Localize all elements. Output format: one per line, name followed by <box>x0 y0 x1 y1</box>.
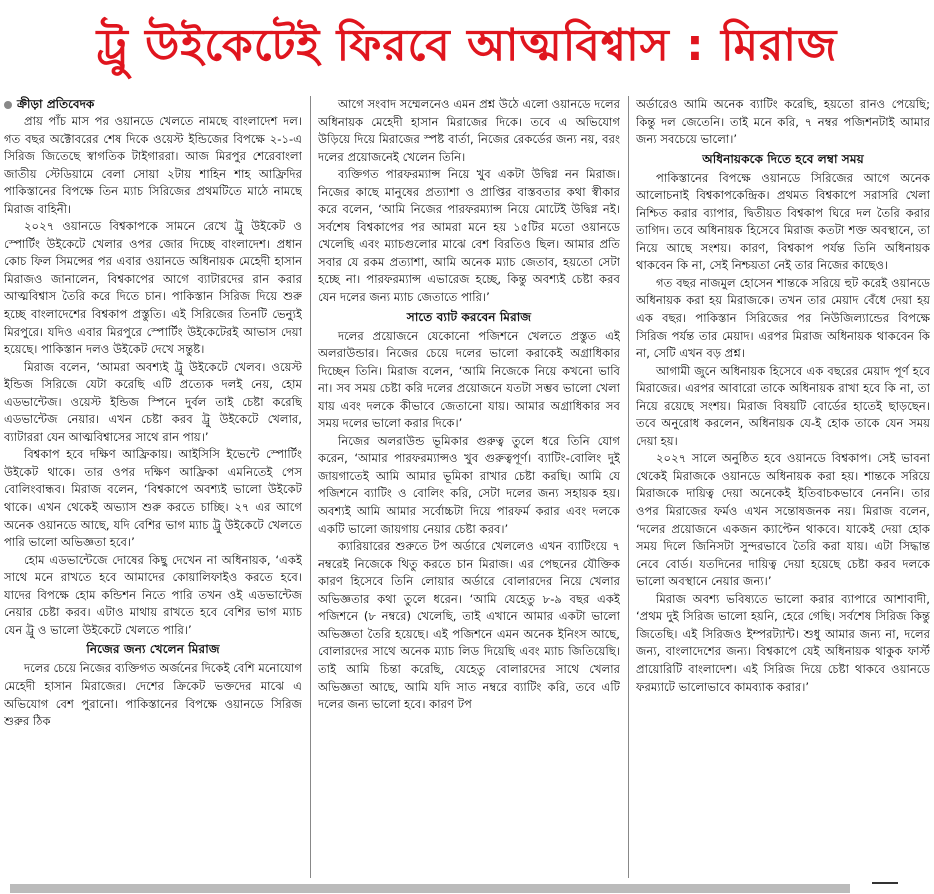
paragraph: আগে সংবাদ সম্মেলনেও এমন প্রশ্ন উঠে এলো ওয়ানডে দলের অধিনায়ক মেহেদী হাসান মিরাজের দিকে। তবে এ অভিযোগ উড়িয়ে দিয়ে মিরাজের স্পষ্ট বার্তা, নিজের রেকর্ডের জন্য নয়, বরং দলের প্রয়োজনেই খেলেন তিনি। <box>318 97 620 164</box>
paragraph: অর্ডারেও আমি অনেক ব্যাটিং করেছি, হয়তো রানও পেয়েছি; কিন্তু দল জেতেনি। তাই মনে করি, ৭ নম্বর পজিশনটাই আমার জন্য সবচেয়ে ভালো।’ <box>636 97 930 147</box>
paragraph: মিরাজ বলেন, ‘আমরা অবশ্যই ট্রু উইকেটে খেলব। ওয়েস্ট ইন্ডিজ সিরিজে যেটা করেছি এটি প্রত্যেক দলই নেয়, হোম এডভান্টেজ। ওয়েস্ট ইন্ডিজ স্পিনে দুর্বল তাই চেষ্টা করেছি এডভান্টেজ নেয়ার। এখন চেষ্টা করব ট্রু উইকেটে খেলার, ব্যাটাররা যেন আত্মবিশ্বাসের সাথে রান পায়।’ <box>4 359 302 444</box>
paragraph: দলের প্রয়োজনে যেকোনো পজিশনে খেলতে প্রস্তুত এই অলরাউন্ডার। নিজের চেয়ে দলের ভালো করাকেই অগ্রাধিকার দিচ্ছেন তিনি। মিরাজ বলেন, ‘আমি নিজেকে নিয়ে কখনো ভাবি না। সব সময় চেষ্টা করি দলের প্রয়োজনে যতটা সম্ভব ভালো খেলা যায় এবং দলকে কীভাবে জেতানো যায়। আমার অগ্রাধিকার সব সময় দলের ভালো করার দিকে।’ <box>318 328 620 431</box>
paragraph: প্রায় পাঁচ মাস পর ওয়ানডে খেলতে নামছে বাংলাদেশ দল। গত বছর অক্টোবরের শেষ দিকে ওয়েস্ট ইন্ডিজের বিপক্ষে ২-১-এ সিরিজ জিতেছে স্বাগতিক টাইগাররা। আজ মিরপুর শেরেবাংলা জাতীয় স্টেডিয়ামে বেলা সোয়া ২টায় শাহিন শাহ আফ্রিদির পাকিস্তানের বিপক্ষে তিন ম্যাচ সিরিজের প্রথমটিতে মাঠে নামছে মিরাজ বাহিনী। <box>4 114 302 216</box>
headline-area <box>0 0 934 96</box>
paragraph: মিরাজ অবশ্য ভবিষ্যতে ভালো করার ব্যাপারে আশাবাদী, ‘প্রথম দুই সিরিজ ভালো হয়নি, হেরে গেছি। সর্বশেষ সিরিজ কিন্তু জিতেছি। এই সিরিজও ইম্পরট্যান্ট। শুধু আমার জন্য না, দলের জন্য, বাংলাদেশের জন্য। বিশ্বকাপে যেই অধিনায়ক থাকুক ফার্স্ট প্রায়োরিটি বাংলাদেশ। এই সিরিজ দিয়ে চেষ্টা থাকবে ওয়ানডে ফরম্যাটে ভালোভাবে কামব্যাক করার।’ <box>636 591 930 694</box>
paragraph: পাকিস্তানের বিপক্ষে ওয়ানডে সিরিজের আগে অনেক আলোচনাই বিশ্বকাপকেন্দ্রিক। প্রথমত বিশ্বকাপে সরাসরি খেলা নিশ্চিত করার ব্যাপার, দ্বিতীয়ত বিশ্বকাপ ঘিরে দল তৈরি করার তাগিদ। তবে অধিনায়ক হিসেবে মিরাজ কতটা শক্ত অবস্থানে, তা নিয়ে আছে সংশয়। কারণ, বিশ্বকাপ পর্যন্ত তিনি অধিনায়ক থাকবেন কি না, সেই নিশ্চয়তা নেই তার নিজের কাছেও। <box>636 170 930 273</box>
column-1 <box>4 96 302 878</box>
paragraph: ২০২৭ ওয়ানডে বিশ্বকাপকে সামনে রেখে ট্রু উইকেট ও স্পোর্টিং উইকেটে খেলার ওপর জোর দিচ্ছে বাংলাদেশ। প্রধান কোচ ফিল সিমন্সের পর এবার ওয়ানডে অধিনায়ক মেহেদী হাসান মিরাজও জানালেন, বিশ্বকাপের আগে ব্যাটারদের রান করার আত্মবিশ্বাস তৈরি করে দিতে চান। পাকিস্তান সিরিজ দিয়ে শুরু হচ্ছে বাংলাদেশের বিশ্বকাপ প্রস্তুতি। এই সিরিজের তিনটি ভেন্যুই মিরপুরে। যদিও এবার মিরপুরে স্পোর্টিং উইকেটেরই আভাস দেয়া হয়েছে। পাকিস্তান দলও উইকেট দেখে সন্তুষ্ট। <box>4 219 302 357</box>
paragraph: ক্যারিয়ারের শুরুতে টপ অর্ডারে খেললেও এখন ব্যাটিংয়ে ৭ নম্বরেই নিজেকে থিতু করতে চান মিরাজ। এর পেছনের যৌক্তিক কারণ হিসেবে তিনি লোয়ার অর্ডারে বোলারদের নিয়ে খেলার অভিজ্ঞতার কথা তুলে ধরেন। ‘আমি যেহেতু ৮-৯ বছর একই পজিশনে (৮ নম্বরে) খেলেছি, তাই এখানে আমার একটা ভালো অভিজ্ঞতা তৈরি হয়েছে। এই পজিশনে এমন অনেক ইনিংস আছে, বোলারদের সাথে অনেক ম্যাচ লিড দিয়েছি এবং ম্যাচ জিতিয়েছি। তাই আমি চিন্তা করেছি, যেহেতু বোলারদের সাথে খেলার অভিজ্ঞতা আছে, আমি যদি সাত নম্বরে ব্যাটিং করি, তবে এটি দলের জন্য ভালো হবে। কারণ টপ <box>318 539 620 712</box>
headline: ট্রু উইকেটেই ফিরবে আত্মবিশ্বাস : মিরাজ <box>96 19 838 71</box>
paragraph: গত বছর নাজমুল হোসেন শান্তকে সরিয়ে হুট করেই ওয়ানডে অধিনায়ক করা হয় মিরাজকে। তখন তার মেয়াদ বেঁধে দেয়া হয় এক বছর। পাকিস্তান সিরিজের পর নিউজিল্যান্ডের বিপক্ষে সিরিজ পর্যন্ত তার মেয়াদ। এরপর মিরাজ অধিনায়ক থাকবেন কি না, সেটি এখন বড় প্রশ্ন। <box>636 275 930 361</box>
byline <box>4 96 302 113</box>
byline-text: ক্রীড়া প্রতিবেদক <box>17 97 95 111</box>
subheading: অধিনায়ককে দিতে হবে লম্বা সময় <box>702 151 864 166</box>
paragraph: আগামী জুনে অধিনায়ক হিসেবে এক বছরের মেয়াদ পূর্ণ হবে মিরাজের। এরপর আবারো তাকে অধিনায়ক রাখা হবে কি না, তা নিয়ে রয়েছে সংশয়। মিরাজ বিষয়টি বোর্ডের হাতেই ছাড়ছেন। তবে অনুরোধ করলেন, অধিনায়ক যে-ই হোক তাকে যেন সময় দেয়া হয়। <box>636 363 930 448</box>
article-body <box>4 96 930 878</box>
paragraph: দলের চেয়ে নিজের ব্যক্তিগত অর্জনের দিকেই বেশি মনোযোগ মেহেদী হাসান মিরাজের। দেশের ক্রিকেট ভক্তদের মাঝে এ অভিযোগ বেশ পুরানো। পাকিস্তানের বিপক্ষে ওয়ানডে সিরিজ শুরুর ঠিক <box>4 661 302 729</box>
paragraph: নিজের অলরাউন্ড ভূমিকার গুরুত্ব তুলে ধরে তিনি যোগ করেন, ‘আমার পারফরম্যান্সও খুব গুরুত্বপূর্ণ। ব্যাটিং-বোলিং দুই জায়গাতেই আমি আমার ভূমিকা রাখার চেষ্টা করছি। আমি যে পজিশনে ব্যাটিং ও বোলিং করি, সেটা দলের জন্য সহায়ক হয়। অবশ্যই আমি আমার সর্বোচ্চটা দিয়ে পারফর্ম করার এবং দলকে একটি ভালো জায়গায় নেয়ার চেষ্টা করব।’ <box>318 433 620 536</box>
paragraph: হোম এডভান্টেজে দোষের কিছু দেখেন না অধিনায়ক, ‘একই সাথে মনে রাখতে হবে আমাদের কোয়ালিফাইও করতে হবে। যাদের বিপক্ষে হোম কন্ডিশন নিতে পারি তখন ওই এডভান্টেজ নেয়ার চেষ্টা করব। এটাও মাথায় রাখতে হবে বেশির ভাগ ম্যাচ যেন ট্রু ও ভালো উইকেটে খেলতে পারি।’ <box>4 552 302 637</box>
bullet-icon <box>4 101 12 109</box>
next-article-edge <box>10 884 850 893</box>
paragraph: ২০২৭ সালে অনুষ্ঠিত হবে ওয়ানডে বিশ্বকাপ। সেই ভাবনা থেকেই মিরাজকে ওয়ানডে অধিনায়ক করা হয়। শান্তকে সরিয়ে মিরাজকে দায়িত্ব দেয়া অনেকেই ইতিবাচকভাবে নেননি। তার ওপর মিরাজের ফর্মও এখন সন্তোষজনক নয়। মিরাজ বলেন, ‘দলের প্রয়োজনে একজন ক্যাপ্টেন থাকবে। যাকেই দেয়া হোক সময় দিলে জিনিসটা সুন্দরভাবে তৈরি করা যায়। এটা সিদ্ধান্ত নেবে বোর্ড। যতদিনের দায়িত্ব দেয়া হয়েছে চেষ্টা করব দলকে ভালো অবস্থানে নেয়ার জন্য।’ <box>636 451 930 589</box>
column-3 <box>636 96 930 878</box>
subheading: নিজের জন্য খেলেন মিরাজ <box>86 642 220 657</box>
bottom-edge <box>0 880 934 893</box>
column-2 <box>318 96 620 878</box>
paragraph: ব্যক্তিগত পারফরম্যান্স নিয়ে খুব একটা উদ্বিগ্ন নন মিরাজ। নিজের কাছে মানুষের প্রত্যাশা ও প্রাপ্তির বাস্তবতার কথা স্বীকার করে বলেন, ‘আমি নিজের পারফরম্যান্স নিয়ে মোটেই উদ্বিগ্ন নই। সর্বশেষ বিশ্বকাপের পর আমরা মনে হয় ১৫টির মতো ওয়ানডে খেলেছি এবং ম্যাচগুলোর মাঝে বেশ বিরতিও ছিল। আমার প্রতি সবার যে রকম প্রত্যাশা, আমি অনেক ম্যাচ জেতাব, হয়তো সেটা হচ্ছে না। পারফরম্যান্স এভারেজ হচ্ছে, কিন্তু অবশ্যই চেষ্টা করব যেন দলের জন্য ম্যাচ জেতাতে পারি।’ <box>318 167 620 305</box>
ink-mark <box>872 882 898 894</box>
paragraph: বিশ্বকাপ হবে দক্ষিণ আফ্রিকায়। আইসিসি ইভেন্টে স্পোর্টিং উইকেট থাকে। তার ওপর দক্ষিণ আফ্রিকা এমনিতেই পেস বোলিংবান্ধব। মিরাজ বলেন, ‘বিশ্বকাপে অবশ্যই ভালো উইকেট থাকে। এখন থেকেই অভ্যাস শুরু করতে চাচ্ছি। ২৭ এর আগে অনেক ওয়ানডে আছে, যদি বেশির ভাগ ম্যাচ ট্রু উইকেটে খেলতে পারি ভালো অভিজ্ঞতা হবে।’ <box>4 447 302 550</box>
subheading: সাতে ব্যাট করবেন মিরাজ <box>406 309 532 324</box>
